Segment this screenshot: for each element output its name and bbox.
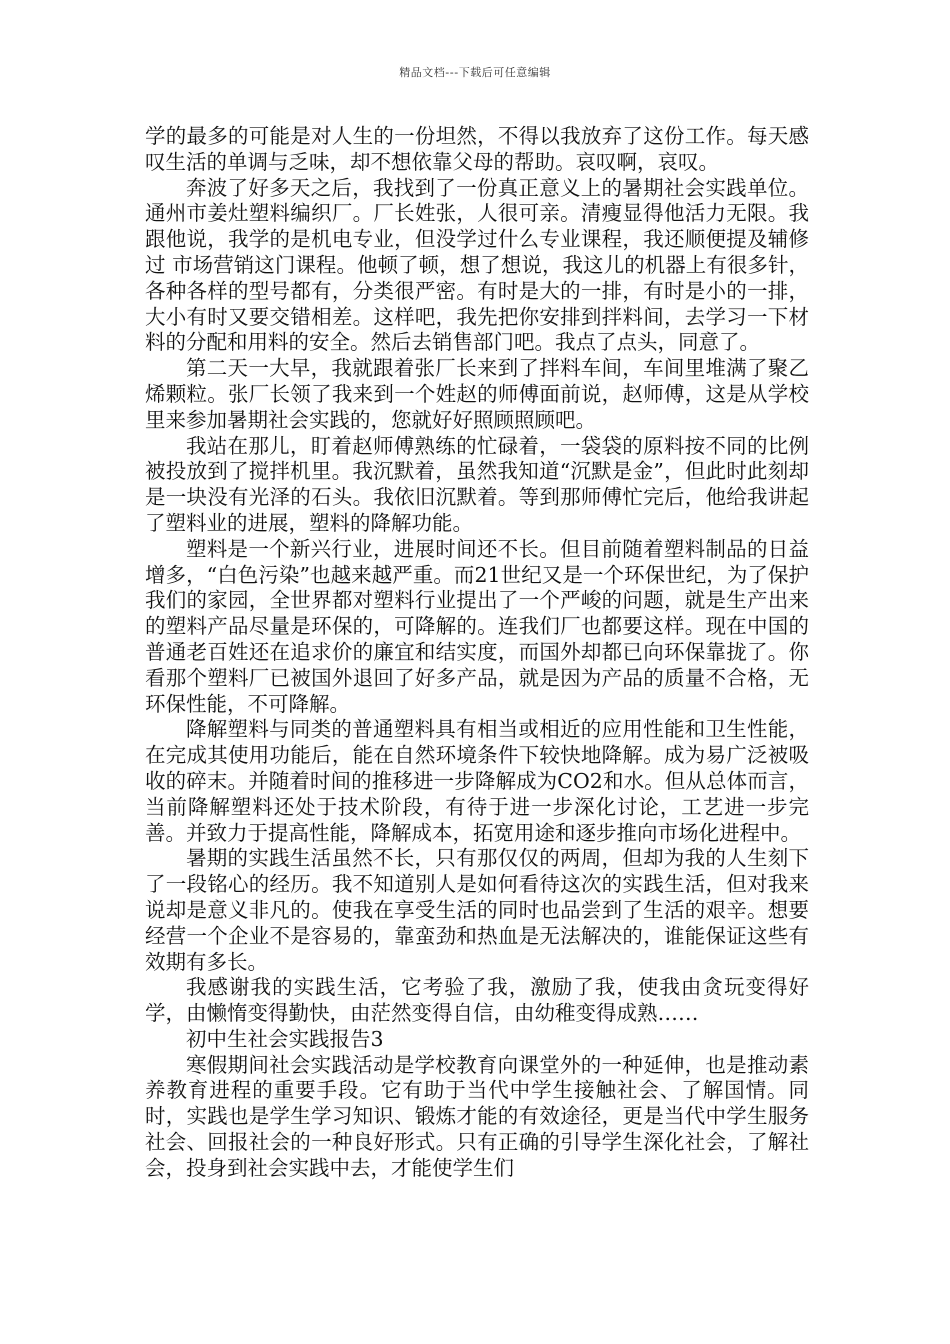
paragraph: 降解塑料与同类的普通塑料具有相当或相近的应用性能和卫生性能，在完成其使用功能后，能在自然环境条件下较快地降解。成为易广泛被吸收的碎末。并随着时间的推移进一步降解成为CO2和水。但从总体而言，当前降解塑料还处于技术阶段，有待于进一步深化讨论，工艺进一步完善。并致力于提高性能，降解成本，拓宽用途和逐步推向市场化进程中。 [145,717,809,845]
paragraph: 寒假期间社会实践活动是学校教育向课堂外的一种延伸，也是推动素养教育进程的重要手段。它有助于当代中学生接触社会、了解国情。同时，实践也是学生学习知识、锻炼才能的有效途径，更是当代中学生服务社会、回报社会的一种良好形式。只有正确的引导学生深化社会，了解社会，投身到社会实践中去，才能使学生们 [145,1052,809,1180]
document-body [145,124,809,1182]
paragraph: 我感谢我的实践生活，它考验了我，激励了我，使我由贪玩变得好学，由懒惰变得勤快，由茫然变得自信，由幼稚变得成熟…… [145,975,809,1026]
paragraph: 我站在那儿，盯着赵师傅熟练的忙碌着，一袋袋的原料按不同的比例被投放到了搅拌机里。我沉默着，虽然我知道“沉默是金”，但此时此刻却是一块没有光泽的石头。我依旧沉默着。等到那师傅忙完后，他给我讲起了塑料业的进展，塑料的降解功能。 [145,433,809,535]
section-heading: 初中生社会实践报告3 [186,1026,384,1051]
paragraph: 第二天一大早，我就跟着张厂长来到了拌料车间，车间里堆满了聚乙烯颗粒。张厂长领了我来到一个姓赵的师傅面前说，赵师傅，这是从学校里来参加暑期社会实践的，您就好好照顾照顾吧。 [145,356,809,432]
paragraph: 学的最多的可能是对人生的一份坦然，不得以我放弃了这份工作。每天感叹生活的单调与乏味，却不想依靠父母的帮助。哀叹啊，哀叹。 [145,124,809,174]
page-header: 精品文档---下载后可任意编辑 [399,66,551,79]
paragraph: 奔波了好多天之后，我找到了一份真正意义上的暑期社会实践单位。通州市姜灶塑料编织厂。厂长姓张，人很可亲。清瘦显得他活力无限。我跟他说，我学的是机电专业，但没学过什么专业课程，我还顺便提及辅修过 市场营销这门课程。他顿了顿，想了想说，我这儿的机器上有很多针，各种各样的型号都有，分类很严密。有时是大的一排，有时是小的一排，大小有时又要交错相差。这样吧，我先把你安排到拌料间，去学习一下材料的分配和用料的安全。然后去销售部门吧。我点了点头，同意了。 [145,175,809,355]
paragraph: 暑期的实践生活虽然不长，只有那仅仅的两周，但却为我的人生刻下了一段铭心的经历。我不知道别人是如何看待这次的实践生活，但对我来说却是意义非凡的。使我在享受生活的同时也品尝到了生活的艰辛。想要经营一个企业不是容易的，靠蛮劲和热血是无法解决的，谁能保证这些有效期有多长。 [145,846,809,974]
paragraph: 塑料是一个新兴行业，进展时间还不长。但目前随着塑料制品的日益增多，“白色污染”也越来越严重。而21世纪又是一个环保世纪，为了保护我们的家园，全世界都对塑料行业提出了一个严峻的问题，就是生产出来的塑料产品尽量是环保的，可降解的。连我们厂也都要这样。现在中国的普通老百姓还在追求价的廉宜和结实度，而国外却都已向环保靠拢了。你看那个塑料厂已被国外退回了好多产品，就是因为产品的质量不合格，无环保性能，不可降解。 [145,536,809,716]
